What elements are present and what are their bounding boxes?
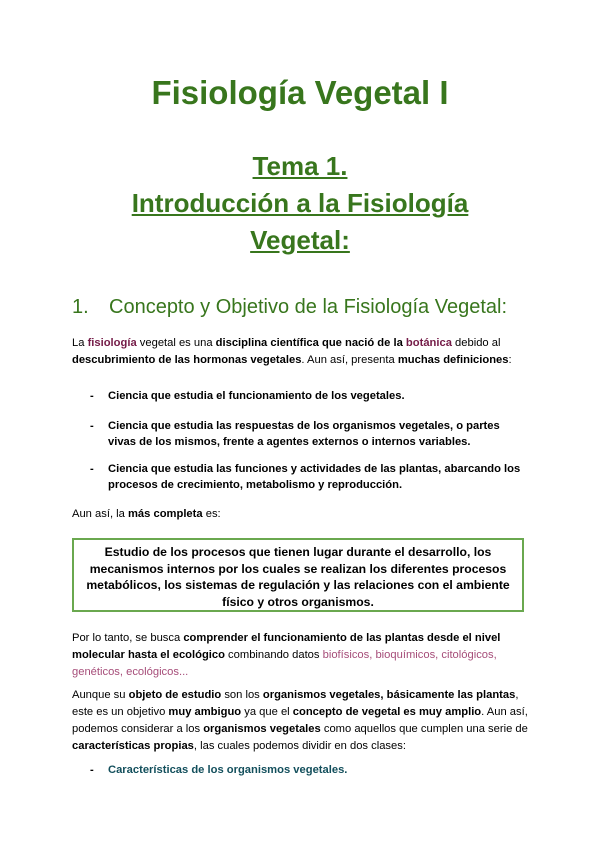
- complete-definition-intro: [72, 506, 532, 523]
- intro-text: debido al: [451, 337, 501, 349]
- intro-paragraph: [72, 335, 532, 369]
- list-bullet: -: [90, 463, 94, 475]
- intro-text: vegetal es una: [136, 337, 216, 349]
- topic-title-line-3: Vegetal:: [250, 225, 350, 255]
- study-text: Aunque su: [72, 689, 129, 701]
- study-text: son los: [221, 689, 263, 701]
- study-bold: características propias: [72, 740, 194, 752]
- study-bold: concepto de vegetal es muy amplio: [292, 706, 482, 718]
- intro-highlight-fisiologia: fisiología: [87, 337, 137, 349]
- study-text: como aquellos que cumplen una serie de: [320, 723, 528, 735]
- intro-highlight-botanica: botánica: [405, 337, 452, 349]
- objective-highlight-data: biofísicos, bioquímicos, citológicos, genéticos, ecológicos...: [72, 649, 497, 678]
- objective-text: combinando datos: [224, 649, 323, 661]
- characteristics-text: Características de los organismos vegetales.: [108, 764, 348, 776]
- characteristics-item: [90, 762, 530, 778]
- definition-box: [72, 538, 524, 612]
- list-bullet: -: [90, 390, 94, 402]
- definition-item: [90, 418, 530, 450]
- intro-bold: descubrimiento de las hormonas vegetales: [72, 354, 302, 366]
- intro-bold: muchas definiciones: [397, 354, 509, 366]
- objective-bold: comprender el funcionamiento de las plantas desde el nivel molecular hasta el ecológico: [72, 632, 501, 661]
- study-text: , este es un objetivo: [72, 689, 519, 718]
- intro-text: La: [72, 337, 88, 349]
- definition-text: Ciencia que estudia las respuestas de los organismos vegetales, o partes vivas de los mismos, frente a agentes externos o internos variables.: [108, 420, 500, 448]
- study-bold: muy ambiguo: [168, 706, 242, 718]
- document-title: Fisiología Vegetal I: [151, 74, 449, 111]
- definition-text: Ciencia que estudia las funciones y actividades de las plantas, abarcando los procesos de crecimiento, metabolismo y reproducción.: [108, 463, 521, 491]
- study-bold: organismos vegetales: [203, 723, 321, 735]
- study-object-paragraph: [72, 687, 532, 755]
- intro-text: . Aun así, presenta: [301, 354, 398, 366]
- topic-title-line-2: Introducción a la Fisiología: [131, 188, 469, 218]
- intro-bold: disciplina científica que nació de la: [215, 337, 406, 349]
- complete-bold: más completa: [127, 508, 203, 520]
- definition-box-text: Estudio de los procesos que tienen lugar durante el desarrollo, los mecanismos internos por los cuales se realizan los diferentes procesos metabólicos, los sistemas de regulación y las relaciones con el ambiente físico y otros organismos.: [86, 545, 510, 609]
- objective-text: Por lo tanto, se busca: [72, 632, 184, 644]
- intro-text: :: [508, 354, 512, 366]
- objective-paragraph: [72, 630, 532, 681]
- list-bullet: -: [90, 764, 94, 776]
- complete-text: es:: [202, 508, 221, 520]
- definition-item: [90, 388, 530, 404]
- study-text: , las cuales podemos dividir en dos clases:: [193, 740, 406, 752]
- study-bold: objeto de estudio: [128, 689, 222, 701]
- study-bold: organismos vegetales, básicamente las plantas: [262, 689, 516, 701]
- topic-title: [0, 148, 600, 259]
- study-text: . Aun así, podemos considerar a los: [72, 706, 528, 735]
- study-text: ya que el: [241, 706, 293, 718]
- definition-text: Ciencia que estudia el funcionamiento de los vegetales.: [108, 390, 405, 402]
- topic-title-line-1: Tema 1.: [252, 151, 348, 181]
- list-bullet: -: [90, 420, 94, 432]
- section-number: 1.: [72, 296, 89, 318]
- section-heading-text: Concepto y Objetivo de la Fisiología Vegetal:: [109, 296, 508, 318]
- definition-item: [90, 461, 530, 493]
- complete-text: Aun así, la: [72, 508, 128, 520]
- section-heading: [72, 296, 507, 319]
